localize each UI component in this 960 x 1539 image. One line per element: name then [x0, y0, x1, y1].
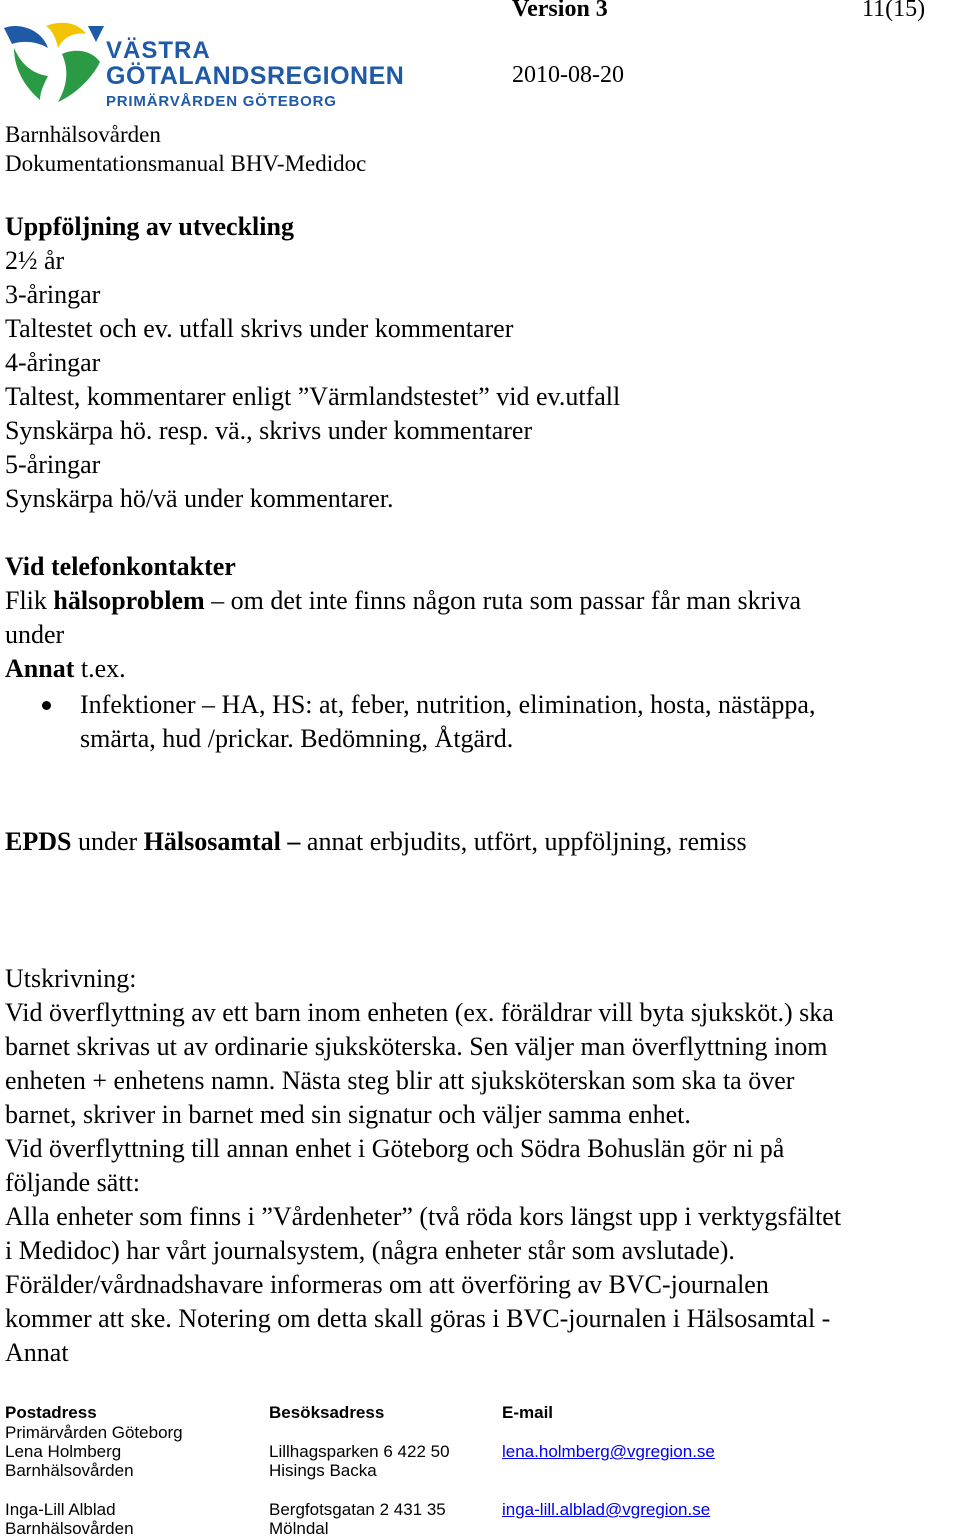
- footer-heading-postal: Postadress: [5, 1403, 97, 1422]
- contact-city: Mölndal: [269, 1519, 329, 1538]
- halsosamtal-bold: Hälsosamtal –: [143, 827, 301, 856]
- contact-email-link[interactable]: inga-lill.alblad@vgregion.se: [502, 1500, 711, 1519]
- annat-bold: Annat: [5, 654, 75, 683]
- text-line: 4-åringar: [5, 348, 101, 377]
- annat-rest: t.ex.: [74, 654, 126, 683]
- document-title: Dokumentationsmanual BHV-Medidoc: [5, 151, 367, 176]
- text-line: Vid överflyttning av ett barn inom enheten (ex. föräldrar vill byta sjuksköt.) ska: [5, 998, 834, 1027]
- vgr-emblem-icon: [0, 18, 430, 113]
- text-line: Alla enheter som finns i ”Vårdenheter” (två röda kors längst upp i verktygsfältet: [5, 1202, 842, 1231]
- vgr-logo: [0, 18, 430, 113]
- annat-line: [5, 652, 126, 686]
- contact-name: Inga-Lill Alblad: [5, 1500, 116, 1519]
- contact-unit: Barnhälsovården: [5, 1519, 134, 1538]
- epds-rest: annat erbjudits, utfört, uppföljning, remiss: [300, 827, 747, 856]
- footer-heading-email: E-mail: [502, 1403, 554, 1422]
- section-heading-discharge: Utskrivning:: [5, 964, 137, 993]
- text-line: under: [5, 620, 65, 649]
- flik-prefix: Flik: [5, 586, 54, 615]
- section-heading-followup: Uppföljning av utveckling: [5, 212, 294, 241]
- org-name: Barnhälsovården: [5, 122, 161, 147]
- epds-line: [5, 825, 747, 859]
- text-line: Synskärpa hö. resp. vä., skrivs under kommentarer: [5, 416, 533, 445]
- text-line: 5-åringar: [5, 450, 101, 479]
- text-line: Annat: [5, 1338, 69, 1367]
- bullet-text-cont: smärta, hud /prickar. Bedömning, Åtgärd.: [80, 724, 514, 753]
- epds-under: under: [71, 827, 144, 856]
- text-line: i Medidoc) har vårt journalsystem, (några enheter står som avslutade).: [5, 1236, 735, 1265]
- flik-bold: hälsoproblem: [53, 586, 205, 615]
- flik-line: [5, 584, 801, 618]
- text-line: enheten + enhetens namn. Nästa steg blir att sjuksköterskan som ska ta över: [5, 1066, 795, 1095]
- svg-text:VÄSTRA: VÄSTRA: [106, 37, 211, 64]
- text-line: Förälder/vårdnadshavare informeras om att överföring av BVC-journalen: [5, 1270, 769, 1299]
- bullet-icon: [42, 701, 51, 710]
- text-line: barnet, skriver in barnet med sin signatur och väljer samma enhet.: [5, 1100, 691, 1129]
- epds-bold: EPDS: [5, 827, 72, 856]
- text-line: följande sätt:: [5, 1168, 141, 1197]
- page-number: 11(15): [862, 0, 926, 22]
- svg-text:GÖTALANDSREGIONEN: GÖTALANDSREGIONEN: [106, 62, 405, 90]
- text-line: Synskärpa hö/vä under kommentarer.: [5, 484, 394, 513]
- document-version: Version 3: [512, 0, 608, 22]
- text-line: kommer att ske. Notering om detta skall göras i BVC-journalen i Hälsosamtal -: [5, 1304, 831, 1333]
- contact-email-link[interactable]: lena.holmberg@vgregion.se: [502, 1442, 715, 1461]
- contact-unit: Barnhälsovården: [5, 1461, 134, 1480]
- bullet-text: Infektioner – HA, HS: at, feber, nutrition, elimination, hosta, nästäppa,: [80, 690, 816, 719]
- text-line: Taltestet och ev. utfall skrivs under kommentarer: [5, 314, 514, 343]
- text-line: Vid överflyttning till annan enhet i Göteborg och Södra Bohuslän gör ni på: [5, 1134, 785, 1163]
- text-line: 2½ år: [5, 246, 65, 275]
- flik-rest: – om det inte finns någon ruta som passar får man skriva: [204, 586, 802, 615]
- footer-heading-visit: Besöksadress: [269, 1403, 385, 1422]
- text-line: barnet skrivas ut av ordinarie sjuksköterska. Sen väljer man överflyttning inom: [5, 1032, 828, 1061]
- text-line: 3-åringar: [5, 280, 101, 309]
- document-date: 2010-08-20: [512, 62, 624, 88]
- footer-org: Primärvården Göteborg: [5, 1423, 183, 1442]
- contact-street: Lillhagsparken 6 422 50: [269, 1442, 450, 1461]
- section-heading-phone: Vid telefonkontakter: [5, 552, 236, 581]
- contact-name: Lena Holmberg: [5, 1442, 122, 1461]
- contact-city: Hisings Backa: [269, 1461, 377, 1480]
- contact-street: Bergfotsgatan 2 431 35: [269, 1500, 446, 1519]
- text-line: Taltest, kommentarer enligt ”Värmlandstestet” vid ev.utfall: [5, 382, 621, 411]
- svg-text:PRIMÄRVÅRDEN GÖTEBORG: PRIMÄRVÅRDEN GÖTEBORG: [106, 93, 337, 110]
